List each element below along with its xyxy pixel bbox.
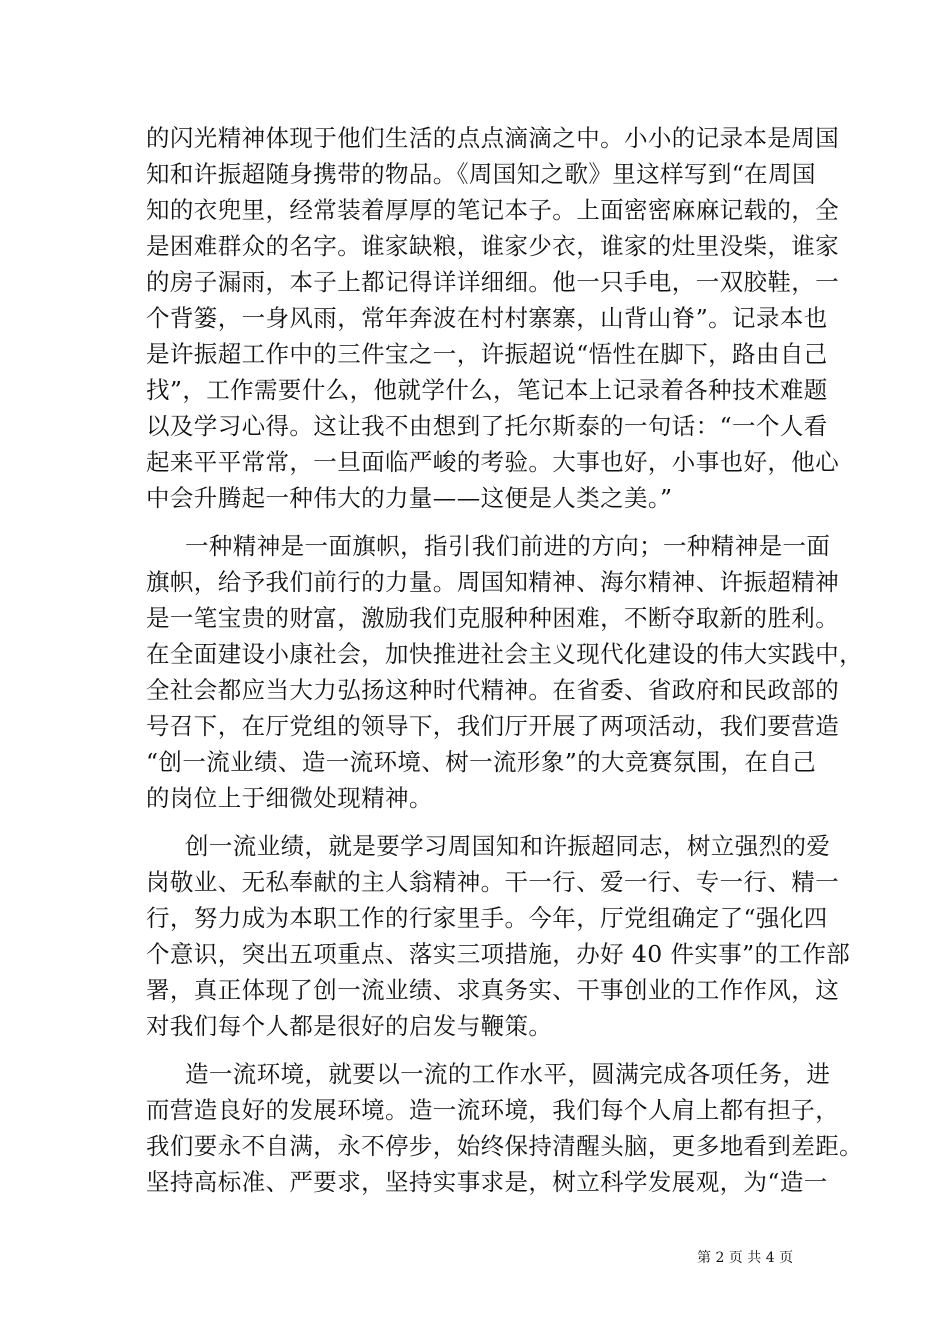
- text-line: 而营造良好的发展环境。造一流环境，我们每个人肩上都有担子，: [146, 1096, 840, 1124]
- text-line: 是困难群众的名字。谁家缺粮，谁家少衣，谁家的灶里没柴，谁家: [146, 232, 840, 260]
- text-line: 中会升腾起一种伟大的力量——这便是人类之美。”: [146, 484, 673, 512]
- text-line: 是许振超工作中的三件宝之一，许振超说“悟性在脚下，路由自己: [146, 340, 828, 368]
- text-line: 个意识，突出五项重点、落实三项措施，办好 40 件实事”的工作部: [146, 940, 851, 968]
- text-line: 对我们每个人都是很好的启发与鞭策。: [146, 1012, 553, 1040]
- text-line: 全社会都应当大力弘扬这种时代精神。在省委、省政府和民政部的: [146, 676, 840, 704]
- text-line: 号召下，在厅党组的领导下，我们厅开展了两项活动，我们要营造: [146, 712, 840, 740]
- page-number: 第 2 页 共 4 页: [697, 1250, 794, 1266]
- text-line: 知和许振超随身携带的物品。《周国知之歌》里这样写到“在周国: [146, 160, 816, 188]
- paragraph-first-line: 创一流业绩，就是要学习周国知和许振超同志，树立强烈的爱: [185, 832, 831, 860]
- text-line: 知的衣兜里，经常装着厚厚的笔记本子。上面密密麻麻记载的，全: [146, 196, 840, 224]
- text-line: 在全面建设小康社会，加快推进社会主义现代化建设的伟大实践中，: [146, 640, 863, 668]
- text-line: 我们要永不自满，永不停步，始终保持清醒头脑，更多地看到差距。: [146, 1132, 863, 1160]
- text-line: 旗帜，给予我们前行的力量。周国知精神、海尔精神、许振超精神: [146, 568, 840, 596]
- text-line: 个背篓，一身风雨，常年奔波在村村寨寨，山背山脊”。记录本也: [146, 304, 828, 332]
- text-line: 找”，工作需要什么，他就学什么，笔记本上记录着各种技术难题: [146, 376, 828, 404]
- text-line: 起来平平常常，一旦面临严峻的考验。大事也好，小事也好，他心: [146, 448, 840, 476]
- text-line: 是一笔宝贵的财富，激励我们克服种种困难，不断夺取新的胜利。: [146, 604, 840, 632]
- text-line: 署，真正体现了创一流业绩、求真务实、干事创业的工作作风，这: [146, 976, 840, 1004]
- text-line: 岗敬业、无私奉献的主人翁精神。干一行、爱一行、专一行、精一: [146, 868, 840, 896]
- paragraph-first-line: 一种精神是一面旗帜，指引我们前进的方向；一种精神是一面: [185, 532, 831, 560]
- text-line: 行，努力成为本职工作的行家里手。今年，厅党组确定了“强化四: [146, 904, 828, 932]
- paragraph-first-line: 造一流环境，就要以一流的工作水平，圆满完成各项任务，进: [185, 1060, 831, 1088]
- text-line: 的岗位上于细微处现精神。: [146, 784, 433, 812]
- text-line: 的闪光精神体现于他们生活的点点滴滴之中。小小的记录本是周国: [146, 124, 840, 152]
- text-line: 以及学习心得。这让我不由想到了托尔斯泰的一句话：“一个人看: [146, 412, 828, 440]
- text-line: “创一流业绩、造一流环境、树一流形象”的大竞赛氛围，在自己: [146, 748, 817, 776]
- text-line: 的房子漏雨，本子上都记得详详细细。他一只手电，一双胶鞋，一: [146, 268, 840, 296]
- text-line: 坚持高标准、严要求，坚持实事求是，树立科学发展观，为“造一: [146, 1168, 828, 1196]
